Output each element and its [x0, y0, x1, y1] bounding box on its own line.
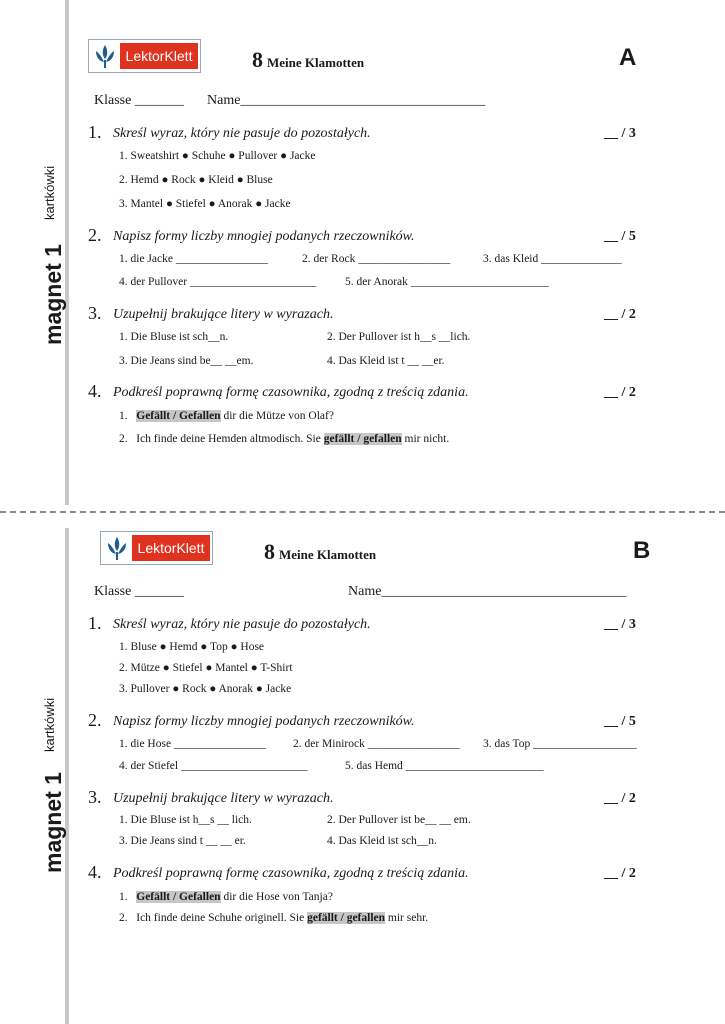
q3-text-a: Uzupełnij brakujące litery w wyrazach. — [113, 307, 334, 322]
q2-number-a: 2. — [88, 225, 102, 245]
q2-item-b: 5. das Hemd ________________________ — [345, 760, 544, 772]
q4-item-b — [119, 891, 333, 903]
q2-text-a: Napisz formy liczby mnogiej podanych rzeczowników. — [113, 229, 415, 244]
chapter-title: Meine Klamotten — [267, 55, 365, 70]
q4-item-a — [119, 410, 334, 422]
q2-number-b: 2. — [88, 710, 102, 730]
q1-points-a: __ / 3 — [604, 126, 636, 141]
variant-label-a: A — [619, 44, 637, 71]
q3-item-b: 1. Die Bluse ist h__s __ lich. — [119, 814, 252, 826]
verb-choice: gefällt / gefallen — [307, 912, 386, 924]
q3-points-a: __ / 2 — [604, 307, 636, 322]
page-title-a — [252, 47, 364, 73]
q3-item-b: 4. Das Kleid ist sch__n. — [327, 835, 437, 847]
q4-item-a — [119, 433, 449, 445]
q2-item-a: 5. der Anorak ________________________ — [345, 276, 549, 288]
q3-item-a: 1. Die Bluse ist sch__n. — [119, 331, 229, 343]
q4-number-a: 4. — [88, 381, 102, 401]
q3-number-b: 3. — [88, 787, 102, 807]
chapter-number: 8 — [264, 539, 275, 564]
q1-points-b: __ / 3 — [604, 617, 636, 632]
q2-item-b: 3. das Top __________________ — [483, 738, 637, 750]
item-post: mir nicht. — [401, 433, 450, 445]
item-number: 1. — [119, 891, 128, 903]
q2-item-b: 2. der Minirock ________________ — [293, 738, 460, 750]
q1-item-a: 1. Sweatshirt ● Schuhe ● Pullover ● Jacke — [119, 150, 316, 162]
chapter-number: 8 — [252, 47, 263, 72]
q1-text-b: Skreśl wyraz, który nie pasuje do pozostałych. — [113, 617, 371, 632]
side-series-a: magnet 1 — [40, 244, 66, 345]
q3-item-b: 2. Der Pullover ist be__ __ em. — [327, 814, 471, 826]
q2-text-b: Napisz formy liczby mnogiej podanych rzeczowników. — [113, 714, 415, 729]
item-post: mir sehr. — [385, 912, 429, 924]
q1-item-a: 2. Hemd ● Rock ● Kleid ● Bluse — [119, 174, 273, 186]
q4-points-b: __ / 2 — [604, 866, 636, 881]
klett-fleur-icon — [103, 534, 131, 562]
q2-points-b: __ / 5 — [604, 714, 636, 729]
cut-line — [0, 511, 725, 513]
q2-points-a: __ / 5 — [604, 229, 636, 244]
verb-choice: Gefällt / Gefallen — [136, 410, 221, 422]
item-rest: dir die Mütze von Olaf? — [220, 410, 334, 422]
logo-b — [100, 531, 213, 565]
q3-item-b: 3. Die Jeans sind t __ __ er. — [119, 835, 246, 847]
chapter-title: Meine Klamotten — [279, 547, 377, 562]
klasse-field-b: Klasse _______ — [94, 584, 184, 599]
klett-fleur-icon — [91, 42, 119, 70]
q1-item-b: 3. Pullover ● Rock ● Anorak ● Jacke — [119, 683, 292, 695]
q3-item-a: 3. Die Jeans sind be__ __em. — [119, 355, 254, 367]
side-type-a: kartkówki — [42, 165, 57, 220]
variant-label-b: B — [633, 537, 651, 564]
verb-choice: gefällt / gefallen — [323, 433, 402, 445]
page-title-b — [264, 539, 376, 565]
q2-item-a: 1. die Jacke ________________ — [119, 253, 268, 265]
item-pre: Ich finde deine Hemden altmodisch. Sie — [136, 433, 324, 445]
q1-item-a: 3. Mantel ● Stiefel ● Anorak ● Jacke — [119, 198, 291, 210]
q4-text-a: Podkreśl poprawną formę czasownika, zgodną z treścią zdania. — [113, 385, 469, 400]
q2-item-a: 2. der Rock ________________ — [302, 253, 451, 265]
item-number: 2. — [119, 433, 128, 445]
q3-number-a: 3. — [88, 303, 102, 323]
q4-text-b: Podkreśl poprawną formę czasownika, zgodną z treścią zdania. — [113, 866, 469, 881]
q3-text-b: Uzupełnij brakujące litery w wyrazach. — [113, 791, 334, 806]
q1-item-b: 2. Mütze ● Stiefel ● Mantel ● T-Shirt — [119, 662, 293, 674]
q3-points-b: __ / 2 — [604, 791, 636, 806]
q4-points-a: __ / 2 — [604, 385, 636, 400]
klasse-field-a: Klasse _______ — [94, 93, 184, 108]
item-rest: dir die Hose von Tanja? — [220, 891, 333, 903]
name-field-a: Name___________________________________ — [207, 93, 486, 108]
side-series-b: magnet 1 — [40, 772, 66, 873]
q1-number-a: 1. — [88, 122, 102, 142]
item-pre: Ich finde deine Schuhe originell. Sie — [136, 912, 308, 924]
logo-text: LektorKlett — [120, 43, 198, 69]
name-field-b: Name___________________________________ — [348, 584, 627, 599]
q4-number-b: 4. — [88, 862, 102, 882]
q1-item-b: 1. Bluse ● Hemd ● Top ● Hose — [119, 641, 265, 653]
q1-text-a: Skreśl wyraz, który nie pasuje do pozostałych. — [113, 126, 371, 141]
q3-item-a: 2. Der Pullover ist h__s __lich. — [327, 331, 471, 343]
q2-item-b: 4. der Stiefel ______________________ — [119, 760, 308, 772]
item-number: 1. — [119, 410, 128, 422]
logo-a — [88, 39, 201, 73]
q1-number-b: 1. — [88, 613, 102, 633]
item-number: 2. — [119, 912, 128, 924]
q2-item-a: 4. der Pullover ______________________ — [119, 276, 317, 288]
q2-item-b: 1. die Hose ________________ — [119, 738, 266, 750]
q4-item-b — [119, 912, 428, 924]
side-type-b: kartkówki — [42, 697, 57, 752]
logo-text: LektorKlett — [132, 535, 210, 561]
q2-item-a: 3. das Kleid ______________ — [483, 253, 622, 265]
verb-choice: Gefällt / Gefallen — [136, 891, 221, 903]
q3-item-a: 4. Das Kleid ist t __ __er. — [327, 355, 445, 367]
